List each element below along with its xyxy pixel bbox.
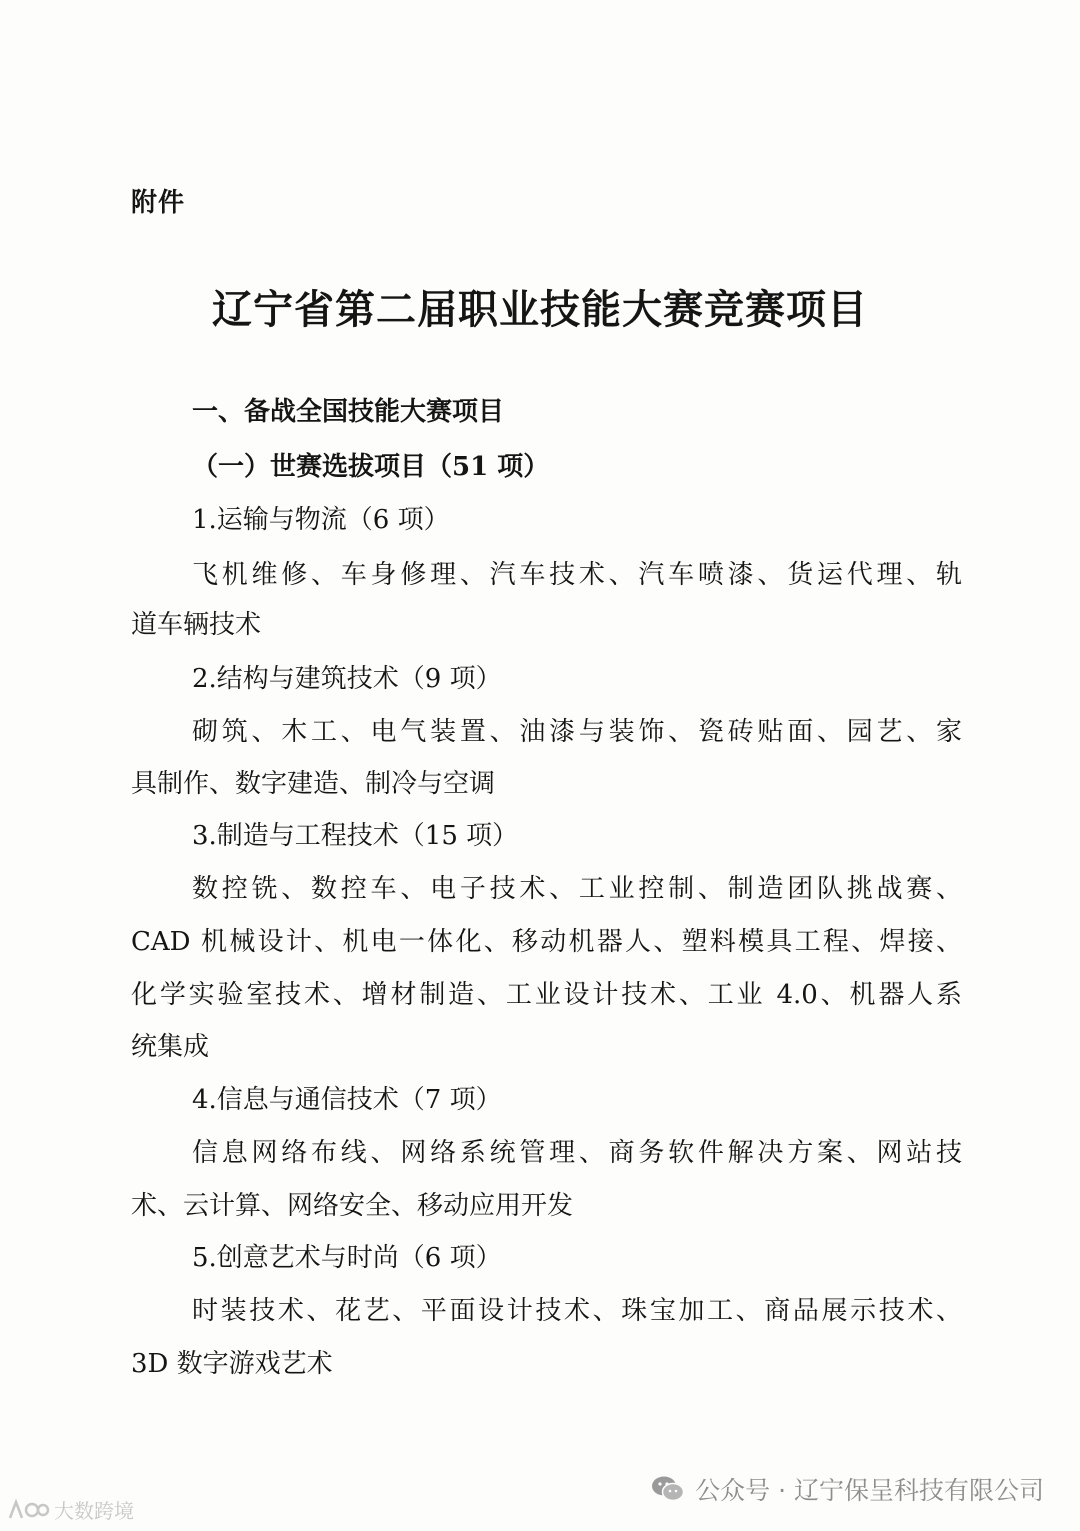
category-heading: 5.创意艺术与时尚（6 项） [192, 1243, 502, 1273]
item-list-line: 道车辆技术 [131, 610, 262, 640]
corner-watermark [6, 1495, 134, 1524]
item-list-line: 术、云计算、网络安全、移动应用开发 [131, 1191, 574, 1221]
section-heading-1: 一、备战全国技能大赛项目 [192, 397, 505, 427]
category-heading: 1.运输与物流（6 项） [192, 505, 450, 535]
footer-text: 公众号 · 辽宁保呈科技有限公司 [695, 1476, 1044, 1505]
item-list-line: 化学实验室技术、增材制造、工业设计技术、工业 4.0、机器人系 [131, 980, 962, 1010]
category-heading: 4.信息与通信技术（7 项） [192, 1085, 502, 1115]
subsection-heading: （一）世赛选拔项目（51 项） [192, 452, 550, 482]
attachment-label: 附件 [131, 188, 186, 218]
item-list-line: 时装技术、花艺、平面设计技术、珠宝加工、商品展示技术、 [192, 1296, 962, 1326]
item-list-line: CAD 机械设计、机电一体化、移动机器人、塑料模具工程、焊接、 [131, 927, 962, 957]
corner-watermark-text: 大数跨境 [54, 1499, 134, 1523]
category-heading: 3.制造与工程技术（15 项） [192, 821, 519, 851]
wechat-icon [651, 1475, 685, 1503]
item-list-line: 3D 数字游戏艺术 [131, 1349, 333, 1379]
item-list-line: 信息网络布线、网络系统管理、商务软件解决方案、网站技 [192, 1138, 962, 1168]
item-list-line: 具制作、数字建造、制冷与空调 [131, 769, 496, 799]
logo-icon [6, 1498, 50, 1522]
item-list-line: 飞机维修、车身修理、汽车技术、汽车喷漆、货运代理、轨 [192, 560, 962, 590]
category-heading: 2.结构与建筑技术（9 项） [192, 664, 502, 694]
item-list-line: 统集成 [131, 1032, 210, 1062]
wechat-footer [651, 1471, 1044, 1507]
item-list-line: 砌筑、木工、电气装置、油漆与装饰、瓷砖贴面、园艺、家 [192, 717, 962, 747]
item-list-line: 数控铣、数控车、电子技术、工业控制、制造团队挑战赛、 [192, 874, 962, 904]
document-title: 辽宁省第二届职业技能大赛竞赛项目 [212, 287, 868, 333]
